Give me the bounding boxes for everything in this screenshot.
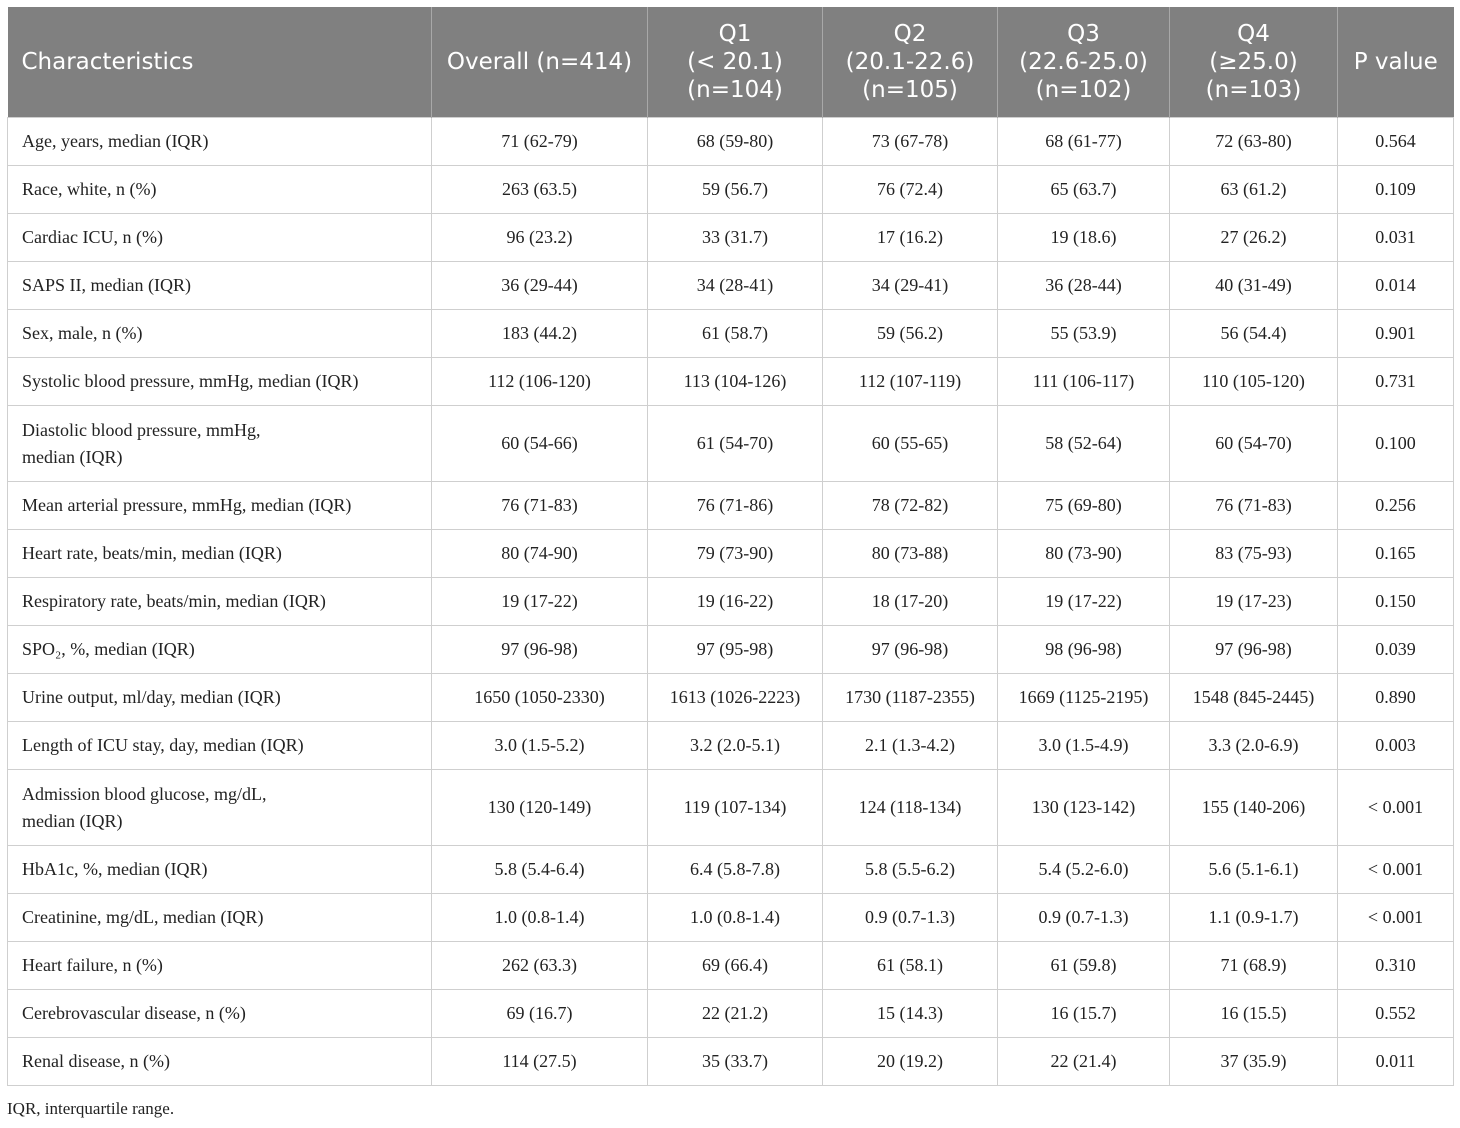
row-label-line: Sex, male, n (%) — [22, 323, 143, 343]
table-cell: 114 (27.5) — [432, 1038, 648, 1086]
table-cell: 63 (61.2) — [1170, 166, 1338, 214]
characteristics-table — [7, 7, 1454, 1086]
row-label — [8, 406, 432, 482]
table-cell: 75 (69-80) — [998, 482, 1170, 530]
p-value-cell: < 0.001 — [1338, 846, 1454, 894]
row-label — [8, 578, 432, 626]
column-header-line: (n=103) — [1205, 77, 1302, 103]
p-value-cell: 0.150 — [1338, 578, 1454, 626]
row-label — [8, 674, 432, 722]
table-cell: 130 (120-149) — [432, 770, 648, 846]
table-cell: 71 (68.9) — [1170, 942, 1338, 990]
p-value-cell: 0.901 — [1338, 310, 1454, 358]
row-label-line: Race, white, n (%) — [22, 179, 157, 199]
table-row — [8, 990, 1454, 1038]
row-label — [8, 990, 432, 1038]
column-header-line: Characteristics — [21, 49, 194, 75]
table-cell: 80 (73-90) — [998, 530, 1170, 578]
column-header — [8, 7, 432, 118]
table-cell: 112 (107-119) — [823, 358, 998, 406]
table-cell: 19 (17-22) — [432, 578, 648, 626]
row-label-line: Heart failure, n (%) — [22, 955, 163, 975]
table-cell: 69 (16.7) — [432, 990, 648, 1038]
p-value-cell: 0.039 — [1338, 626, 1454, 674]
table-row — [8, 626, 1454, 674]
table-row — [8, 214, 1454, 262]
table-row — [8, 846, 1454, 894]
table-cell: 19 (18.6) — [998, 214, 1170, 262]
table-cell: 69 (66.4) — [648, 942, 823, 990]
column-header — [432, 7, 648, 118]
table-cell: 98 (96-98) — [998, 626, 1170, 674]
table-cell: 61 (54-70) — [648, 406, 823, 482]
row-label — [8, 118, 432, 166]
table-cell: 83 (75-93) — [1170, 530, 1338, 578]
p-value-cell: 0.165 — [1338, 530, 1454, 578]
row-label — [8, 482, 432, 530]
row-label — [8, 770, 432, 846]
row-label-line: HbA1c, %, median (IQR) — [22, 859, 208, 879]
table-body — [8, 118, 1454, 1086]
p-value-cell: 0.731 — [1338, 358, 1454, 406]
column-header — [1338, 7, 1454, 118]
column-header-line: (< 20.1) — [687, 49, 783, 75]
table-cell: 3.0 (1.5-4.9) — [998, 722, 1170, 770]
column-header-line: (n=104) — [687, 77, 783, 103]
table-cell: 113 (104-126) — [648, 358, 823, 406]
table-row — [8, 166, 1454, 214]
table-cell: 6.4 (5.8-7.8) — [648, 846, 823, 894]
table-row — [8, 118, 1454, 166]
table-cell: 5.6 (5.1-6.1) — [1170, 846, 1338, 894]
column-header — [1170, 7, 1338, 118]
p-value-cell: 0.310 — [1338, 942, 1454, 990]
table-cell: 34 (28-41) — [648, 262, 823, 310]
table-cell: 3.3 (2.0-6.9) — [1170, 722, 1338, 770]
table-cell: 59 (56.2) — [823, 310, 998, 358]
table-cell: 16 (15.7) — [998, 990, 1170, 1038]
table-cell: 19 (16-22) — [648, 578, 823, 626]
table-cell: 80 (73-88) — [823, 530, 998, 578]
table-cell: 33 (31.7) — [648, 214, 823, 262]
header-row — [8, 7, 1454, 118]
table-row — [8, 578, 1454, 626]
table-cell: 262 (63.3) — [432, 942, 648, 990]
row-label-line: Length of ICU stay, day, median (IQR) — [22, 735, 304, 755]
table-cell: 36 (29-44) — [432, 262, 648, 310]
row-label — [8, 1038, 432, 1086]
table-cell: 61 (59.8) — [998, 942, 1170, 990]
table-cell: 3.2 (2.0-5.1) — [648, 722, 823, 770]
table-cell: 112 (106-120) — [432, 358, 648, 406]
table-cell: 96 (23.2) — [432, 214, 648, 262]
table-row — [8, 1038, 1454, 1086]
table-cell: 22 (21.2) — [648, 990, 823, 1038]
table-cell: 17 (16.2) — [823, 214, 998, 262]
table-cell: 263 (63.5) — [432, 166, 648, 214]
table-cell: 5.4 (5.2-6.0) — [998, 846, 1170, 894]
row-label — [8, 166, 432, 214]
row-label-line: Creatinine, mg/dL, median (IQR) — [22, 907, 264, 927]
table-row — [8, 894, 1454, 942]
row-label-line: Respiratory rate, beats/min, median (IQR) — [22, 591, 326, 611]
table-cell: 80 (74-90) — [432, 530, 648, 578]
table-cell: 97 (95-98) — [648, 626, 823, 674]
column-header-line: (20.1-22.6) — [845, 49, 975, 75]
table-cell: 68 (61-77) — [998, 118, 1170, 166]
column-header-line: (22.6-25.0) — [1019, 49, 1148, 75]
column-header — [998, 7, 1170, 118]
row-label — [8, 214, 432, 262]
column-header-line: (≥25.0) — [1209, 49, 1298, 75]
table-cell: 1650 (1050-2330) — [432, 674, 648, 722]
column-header — [648, 7, 823, 118]
p-value-cell: 0.256 — [1338, 482, 1454, 530]
table-cell: 1.1 (0.9-1.7) — [1170, 894, 1338, 942]
table-cell: 55 (53.9) — [998, 310, 1170, 358]
row-label — [8, 626, 432, 674]
table-cell: 60 (54-70) — [1170, 406, 1338, 482]
row-label — [8, 310, 432, 358]
p-value-cell: 0.014 — [1338, 262, 1454, 310]
table-cell: 40 (31-49) — [1170, 262, 1338, 310]
p-value-cell: 0.564 — [1338, 118, 1454, 166]
p-value-cell: 0.552 — [1338, 990, 1454, 1038]
row-label-line: SAPS II, median (IQR) — [22, 275, 191, 295]
row-label-line: median (IQR) — [22, 446, 123, 467]
table-cell: 27 (26.2) — [1170, 214, 1338, 262]
table-cell: 35 (33.7) — [648, 1038, 823, 1086]
table-cell: 61 (58.7) — [648, 310, 823, 358]
table-cell: 1.0 (0.8-1.4) — [432, 894, 648, 942]
column-header-line: (n=105) — [862, 77, 958, 103]
table-cell: 3.0 (1.5-5.2) — [432, 722, 648, 770]
table-cell: 1613 (1026-2223) — [648, 674, 823, 722]
table-cell: 78 (72-82) — [823, 482, 998, 530]
table-cell: 5.8 (5.4-6.4) — [432, 846, 648, 894]
row-label-line: Admission blood glucose, mg/dL, — [22, 783, 267, 804]
table-cell: 15 (14.3) — [823, 990, 998, 1038]
table-cell: 1548 (845-2445) — [1170, 674, 1338, 722]
row-label-line: Age, years, median (IQR) — [22, 131, 209, 151]
p-value-cell: 0.031 — [1338, 214, 1454, 262]
table-footnote: IQR, interquartile range. — [7, 1099, 175, 1118]
table-row — [8, 770, 1454, 846]
table-cell: 76 (71-83) — [432, 482, 648, 530]
p-value-cell: 0.100 — [1338, 406, 1454, 482]
table-cell: 73 (67-78) — [823, 118, 998, 166]
table-row — [8, 942, 1454, 990]
table-cell: 65 (63.7) — [998, 166, 1170, 214]
table-cell: 72 (63-80) — [1170, 118, 1338, 166]
table-cell: 68 (59-80) — [648, 118, 823, 166]
table-cell: 130 (123-142) — [998, 770, 1170, 846]
table-cell: 76 (72.4) — [823, 166, 998, 214]
table-row — [8, 262, 1454, 310]
table-cell: 155 (140-206) — [1170, 770, 1338, 846]
row-label — [8, 942, 432, 990]
table-cell: 111 (106-117) — [998, 358, 1170, 406]
column-header-line: Q1 — [718, 21, 752, 47]
table-cell: 183 (44.2) — [432, 310, 648, 358]
p-value-cell: < 0.001 — [1338, 894, 1454, 942]
table-cell: 60 (55-65) — [823, 406, 998, 482]
column-header — [823, 7, 998, 118]
table-cell: 61 (58.1) — [823, 942, 998, 990]
table-cell: 79 (73-90) — [648, 530, 823, 578]
table-cell: 37 (35.9) — [1170, 1038, 1338, 1086]
row-label — [8, 358, 432, 406]
column-header-line: Overall (n=414) — [446, 49, 633, 75]
table-cell: 97 (96-98) — [1170, 626, 1338, 674]
row-label-line: median (IQR) — [22, 810, 123, 831]
table-cell: 19 (17-22) — [998, 578, 1170, 626]
row-label-line: Renal disease, n (%) — [22, 1051, 170, 1071]
p-value-cell: 0.890 — [1338, 674, 1454, 722]
row-label-line: Cardiac ICU, n (%) — [22, 227, 163, 247]
row-label-line: Mean arterial pressure, mmHg, median (IQR) — [22, 495, 352, 515]
table-cell: 56 (54.4) — [1170, 310, 1338, 358]
table-cell: 58 (52-64) — [998, 406, 1170, 482]
p-value-cell: 0.109 — [1338, 166, 1454, 214]
table-row — [8, 482, 1454, 530]
row-label-line: Heart rate, beats/min, median (IQR) — [22, 543, 282, 563]
row-label-line: SPO₂, %, median (IQR) — [22, 639, 195, 659]
table-cell: 1669 (1125-2195) — [998, 674, 1170, 722]
table-cell: 18 (17-20) — [823, 578, 998, 626]
table-cell: 1.0 (0.8-1.4) — [648, 894, 823, 942]
row-label-line: Diastolic blood pressure, mmHg, — [22, 419, 261, 440]
table-cell: 16 (15.5) — [1170, 990, 1338, 1038]
row-label — [8, 894, 432, 942]
table-row — [8, 674, 1454, 722]
table-cell: 60 (54-66) — [432, 406, 648, 482]
table-cell: 76 (71-83) — [1170, 482, 1338, 530]
table-row — [8, 406, 1454, 482]
column-header-line: Q3 — [1067, 21, 1100, 47]
p-value-cell: 0.003 — [1338, 722, 1454, 770]
table-cell: 71 (62-79) — [432, 118, 648, 166]
table-cell: 20 (19.2) — [823, 1038, 998, 1086]
table-cell: 76 (71-86) — [648, 482, 823, 530]
table-cell: 97 (96-98) — [823, 626, 998, 674]
row-label — [8, 530, 432, 578]
column-header-line: (n=102) — [1035, 77, 1132, 103]
table-cell: 36 (28-44) — [998, 262, 1170, 310]
table-cell: 22 (21.4) — [998, 1038, 1170, 1086]
table-cell: 0.9 (0.7-1.3) — [823, 894, 998, 942]
table-cell: 59 (56.7) — [648, 166, 823, 214]
column-header-line: Q2 — [893, 21, 927, 47]
table-row — [8, 310, 1454, 358]
table-cell: 110 (105-120) — [1170, 358, 1338, 406]
p-value-cell: 0.011 — [1338, 1038, 1454, 1086]
column-header-line: P value — [1353, 49, 1438, 75]
table-row — [8, 722, 1454, 770]
table-cell: 97 (96-98) — [432, 626, 648, 674]
row-label — [8, 846, 432, 894]
table-cell: 2.1 (1.3-4.2) — [823, 722, 998, 770]
column-header-line: Q4 — [1237, 21, 1270, 47]
table-cell: 5.8 (5.5-6.2) — [823, 846, 998, 894]
row-label — [8, 262, 432, 310]
table-row — [8, 530, 1454, 578]
table-cell: 34 (29-41) — [823, 262, 998, 310]
row-label — [8, 722, 432, 770]
table-cell: 1730 (1187-2355) — [823, 674, 998, 722]
table-cell: 124 (118-134) — [823, 770, 998, 846]
table-row — [8, 358, 1454, 406]
table-cell: 19 (17-23) — [1170, 578, 1338, 626]
table-cell: 119 (107-134) — [648, 770, 823, 846]
row-label-line: Systolic blood pressure, mmHg, median (IQR) — [22, 371, 359, 391]
table-cell: 0.9 (0.7-1.3) — [998, 894, 1170, 942]
p-value-cell: < 0.001 — [1338, 770, 1454, 846]
row-label-line: Cerebrovascular disease, n (%) — [22, 1003, 246, 1023]
row-label-line: Urine output, ml/day, median (IQR) — [22, 687, 281, 707]
